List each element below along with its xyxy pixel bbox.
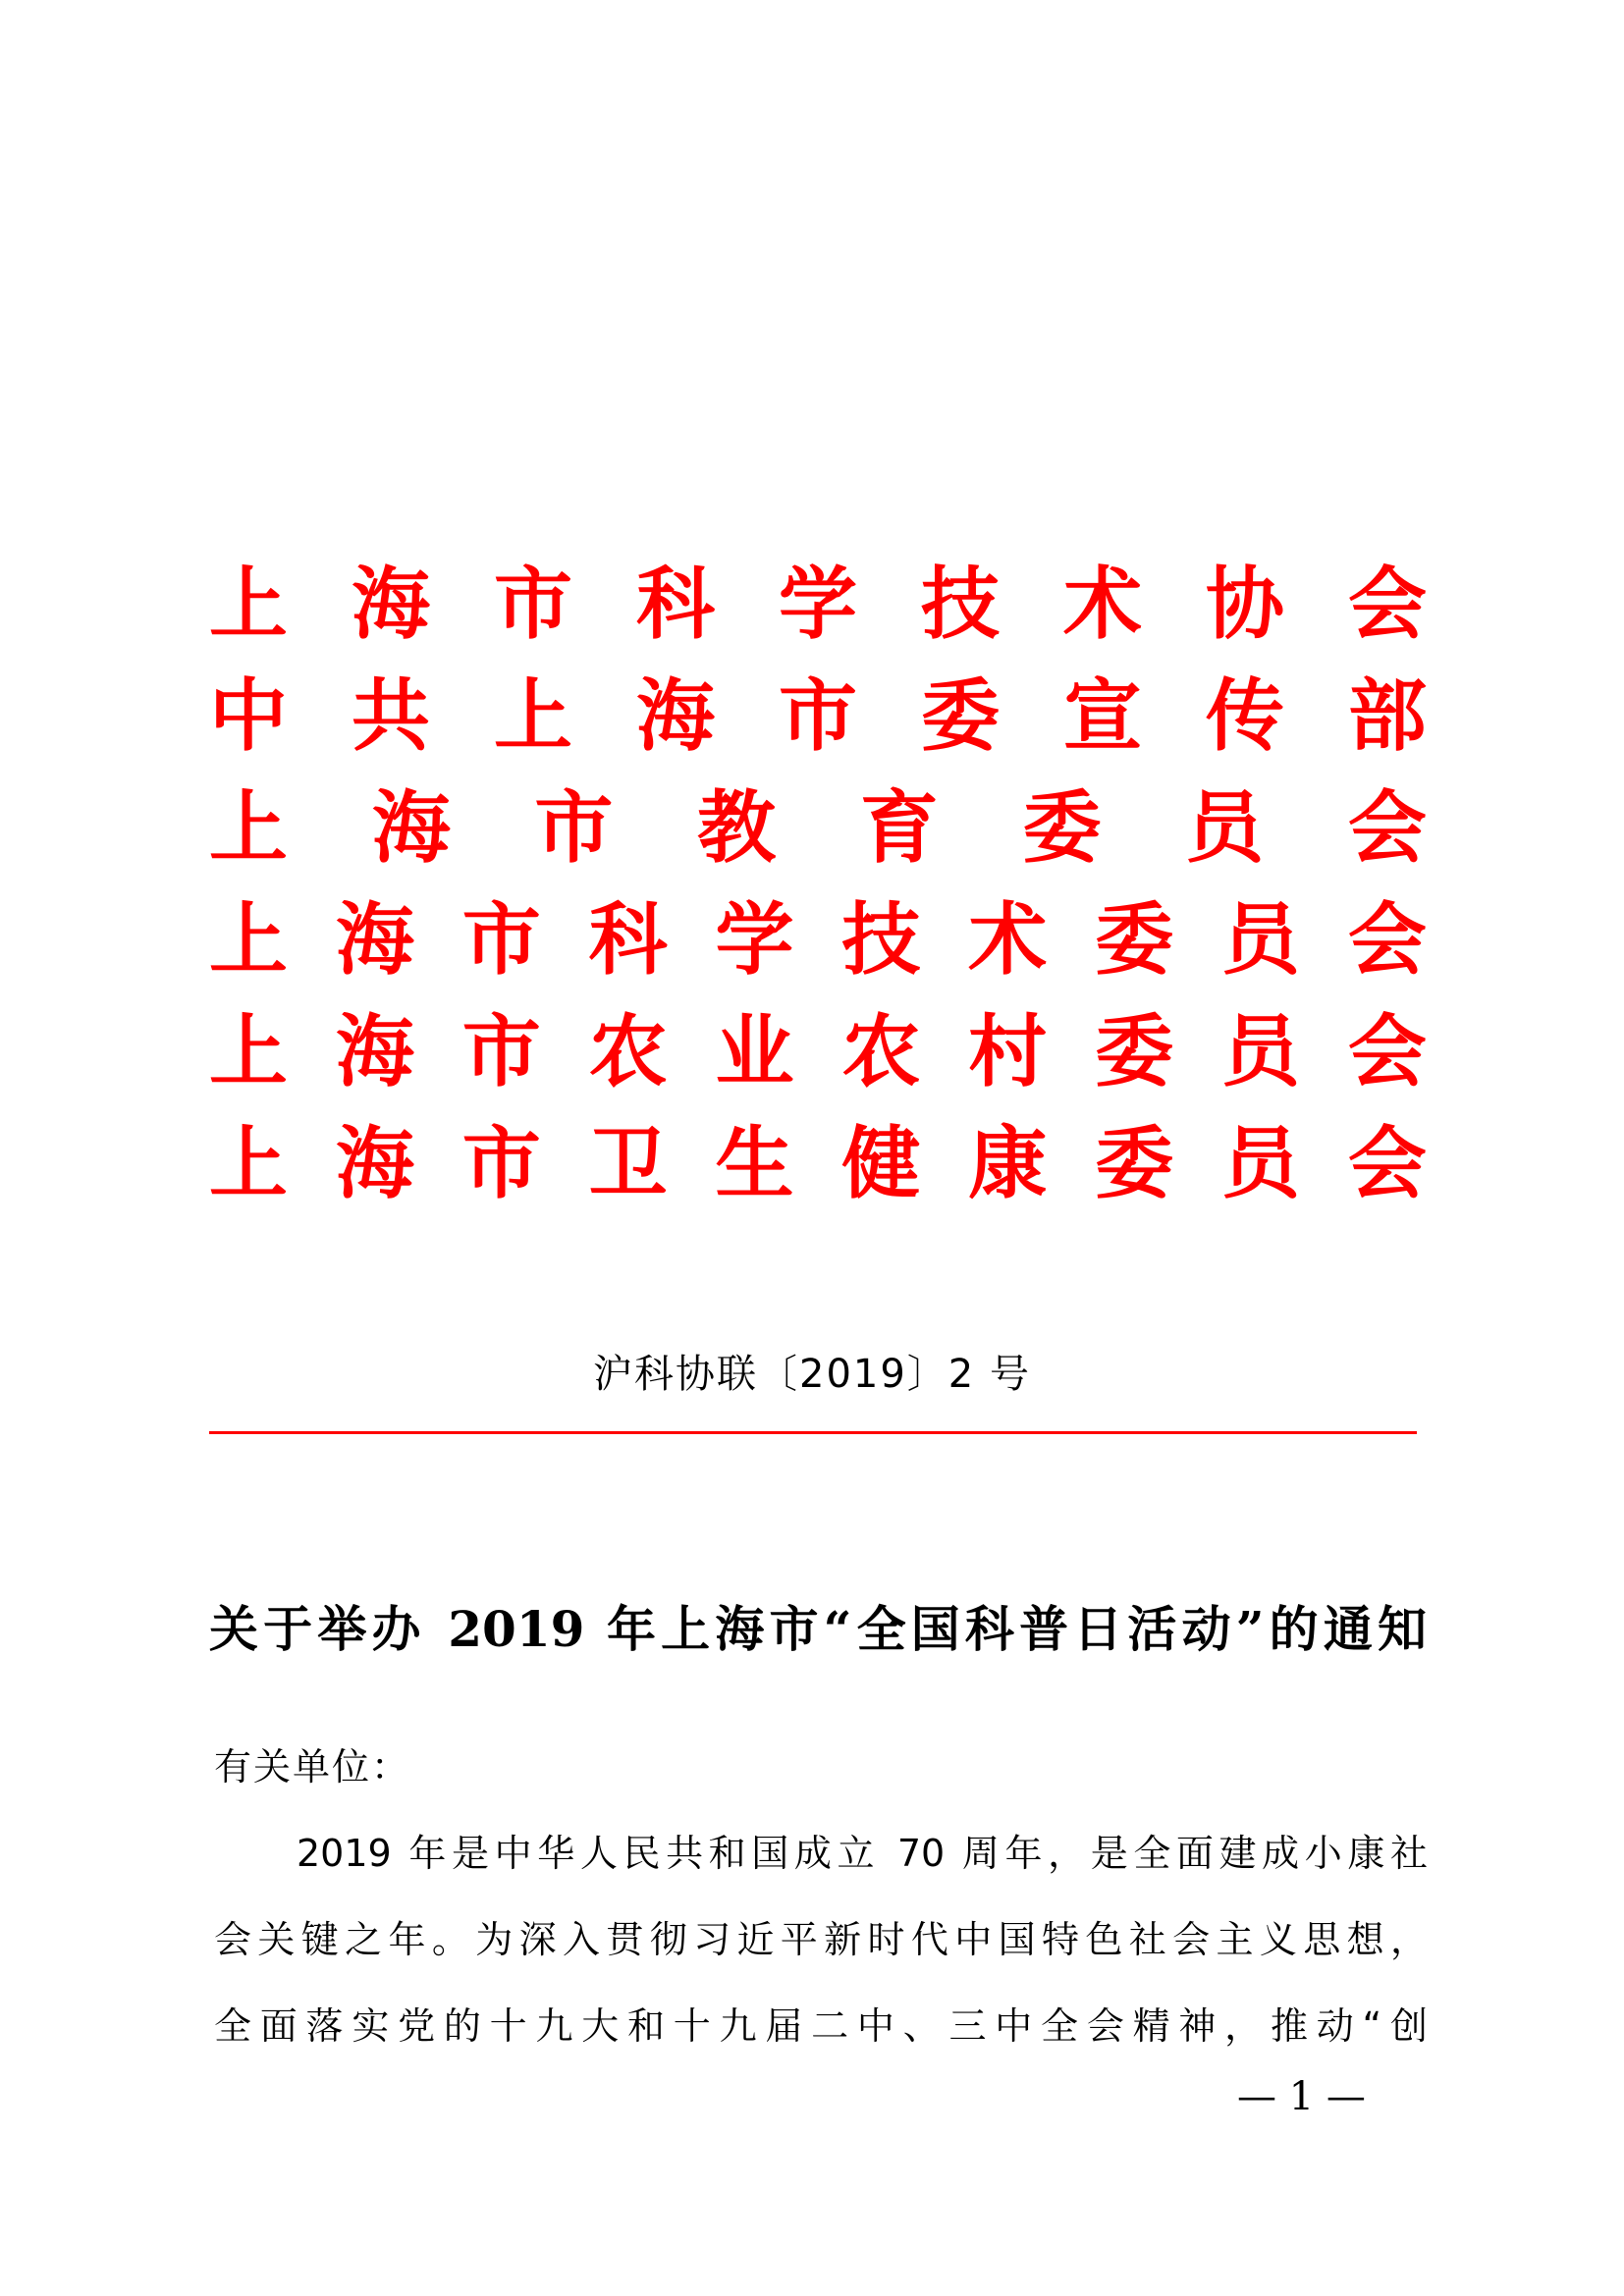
issuer-char: 技 [921, 558, 1000, 650]
issuer-char: 农 [841, 1005, 921, 1097]
issuer-char: 健 [841, 1117, 921, 1209]
issuer-char: 市 [534, 781, 614, 874]
issuer-char: 委 [921, 669, 1000, 762]
issuer-char: 教 [697, 781, 777, 874]
issuer-char: 上 [209, 781, 288, 874]
issuer-row [209, 548, 1427, 660]
issuer-char: 委 [1095, 1005, 1174, 1097]
issuer-char: 上 [209, 893, 288, 986]
issuer-char: 上 [209, 1005, 288, 1097]
body-line-1: 2019 年是中华人民共和国成立 70 周年，是全面建成小康社 [297, 1832, 1428, 1875]
issuer-char: 农 [588, 1005, 668, 1097]
issuer-char: 海 [636, 669, 715, 762]
issuing-organizations [209, 548, 1427, 1219]
issuer-char: 共 [352, 669, 430, 762]
issuer-char: 海 [371, 781, 451, 874]
issuer-row [209, 1107, 1427, 1219]
issuer-char: 宣 [1063, 669, 1142, 762]
issuer-char: 会 [1347, 781, 1427, 874]
issuer-row [209, 883, 1427, 995]
issuer-char: 会 [1348, 558, 1427, 650]
issuer-char: 会 [1347, 1117, 1427, 1209]
issuer-char: 中 [209, 669, 288, 762]
issuer-char: 员 [1185, 781, 1265, 874]
issuer-char: 业 [715, 1005, 794, 1097]
issuer-char: 上 [209, 558, 288, 650]
salutation: 有关单位： [214, 1745, 411, 1789]
issuer-char: 会 [1347, 893, 1427, 986]
issuer-char: 学 [779, 558, 857, 650]
issuer-char: 海 [335, 1117, 414, 1209]
issuer-char: 市 [494, 558, 572, 650]
issuer-char: 协 [1206, 558, 1284, 650]
issuer-char: 员 [1221, 1117, 1300, 1209]
issuer-char: 术 [1063, 558, 1142, 650]
issuer-char: 生 [715, 1117, 794, 1209]
issuer-char: 康 [968, 1117, 1048, 1209]
issuer-row [209, 995, 1427, 1107]
issuer-char: 上 [494, 669, 572, 762]
body-line-3: 全面落实党的十九大和十九届二中、三中全会精神，推动“创 [214, 2004, 1428, 2048]
issuer-char: 科 [636, 558, 715, 650]
issuer-char: 村 [968, 1005, 1048, 1097]
issuer-char: 员 [1221, 1005, 1300, 1097]
issuer-char: 海 [352, 558, 430, 650]
issuer-char: 员 [1221, 893, 1300, 986]
document-number: 沪科协联〔2019〕2 号 [593, 1352, 1031, 1397]
issuer-char: 技 [841, 893, 921, 986]
issuer-char: 术 [968, 893, 1048, 986]
issuer-char: 市 [461, 1005, 541, 1097]
red-divider-line [209, 1431, 1417, 1434]
issuer-char: 海 [335, 893, 414, 986]
issuer-char: 卫 [588, 1117, 668, 1209]
issuer-char: 会 [1347, 1005, 1427, 1097]
issuer-char: 科 [588, 893, 668, 986]
issuer-row [209, 660, 1427, 772]
issuer-char: 市 [461, 1117, 541, 1209]
issuer-row [209, 772, 1427, 883]
issuer-char: 育 [859, 781, 939, 874]
notice-title: 关于举办 2019 年上海市“全国科普日活动”的通知 [209, 1600, 1427, 1658]
issuer-char: 委 [1022, 781, 1102, 874]
issuer-char: 上 [209, 1117, 288, 1209]
issuer-char: 市 [779, 669, 857, 762]
issuer-char: 海 [335, 1005, 414, 1097]
issuer-char: 传 [1206, 669, 1284, 762]
issuer-char: 委 [1095, 1117, 1174, 1209]
issuer-char: 部 [1348, 669, 1427, 762]
body-line-2: 会关键之年。为深入贯彻习近平新时代中国特色社会主义思想， [214, 1918, 1428, 1961]
issuer-char: 委 [1095, 893, 1174, 986]
issuer-char: 学 [715, 893, 794, 986]
issuer-char: 市 [461, 893, 541, 986]
page-number: — 1 — [1237, 2074, 1366, 2119]
